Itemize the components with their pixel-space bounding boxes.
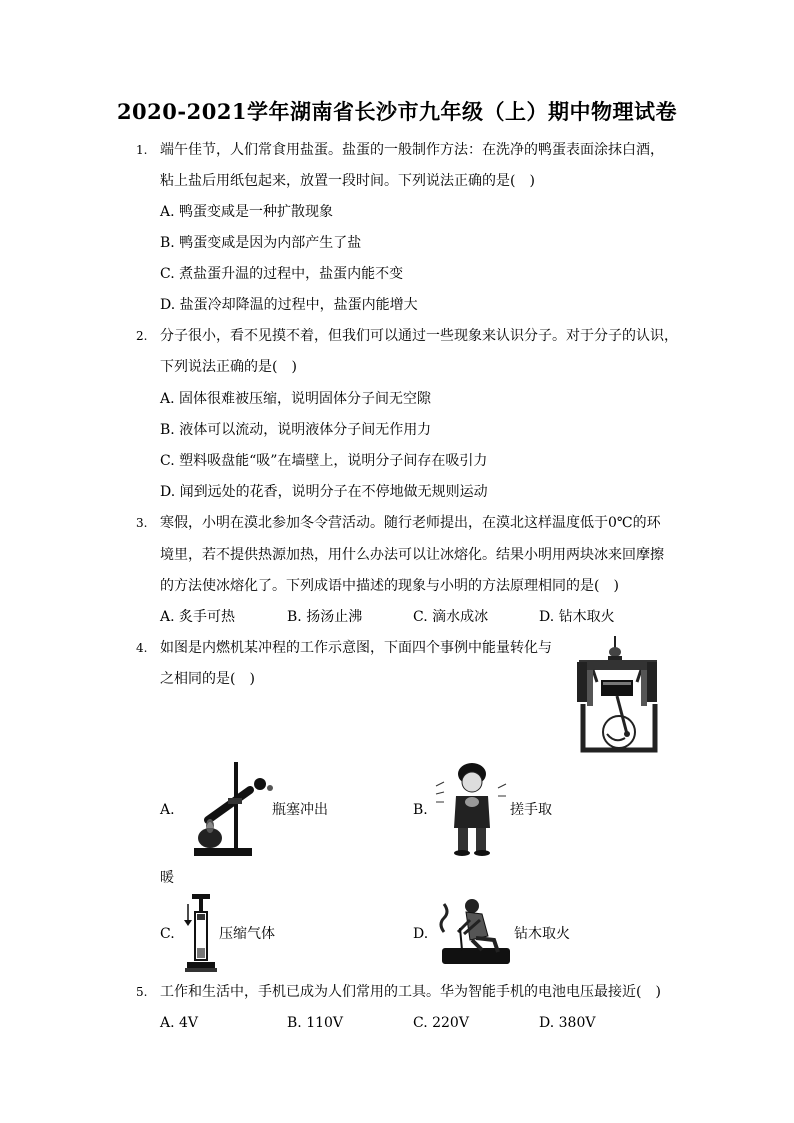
question-4-stem-line-2: 之相同的是( ) [160, 671, 255, 687]
figure-c-compress-air [184, 892, 218, 974]
question-2-option-c: C. 塑料吸盘能“吸”在墙壁上，说明分子间存在吸引力 [160, 453, 488, 469]
question-4-option-d-letter: D. [413, 926, 429, 942]
question-3-stem-line-3: 的方法使冰熔化了。下列成语中描述的现象与小明的方法原理相同的是( ) [160, 578, 619, 594]
question-1-stem-line-1: 端午佳节，人们常食用盐蛋。盐蛋的一般制作方法：在洗净的鸭蛋表面涂抹白酒， [160, 142, 664, 158]
question-1-stem-line-2: 粘上盐后用纸包起来，放置一段时间。下列说法正确的是( ) [160, 173, 535, 189]
question-3-option-a: A. 炙手可热 [160, 609, 236, 625]
question-4-option-b-text: 搓手取 [510, 802, 552, 818]
air-compression-cylinder-icon [184, 892, 218, 974]
question-1-option-b: B. 鸭蛋变咸是因为内部产生了盐 [160, 235, 362, 251]
internal-combustion-engine-icon [575, 634, 663, 756]
page-title: 2020-2021学年湖南省长沙市九年级（上）期中物理试卷 [116, 99, 678, 124]
question-3-option-b: B. 扬汤止沸 [287, 609, 363, 625]
figure-b-rubbing-hands [434, 762, 508, 856]
question-2-option-a: A. 固体很难被压缩，说明固体分子间无空隙 [160, 391, 432, 407]
question-5-stem-line-1: 工作和生活中，手机已成为人们常用的工具。华为智能手机的电池电压最接近( ) [160, 984, 661, 1000]
figure-a-bottle-cork [184, 758, 274, 858]
question-3-stem-line-2: 境里，若不提供热源加热，用什么办法可以让冰熔化。结果小明用两块冰来回摩擦 [160, 547, 664, 563]
question-2-number: 2. [136, 329, 148, 343]
question-2-stem-line-1: 分子很小，看不见摸不着，但我们可以通过一些现象来认识分子。对于分子的认识， [160, 328, 678, 344]
question-3-option-c: C. 滴水成冰 [413, 609, 489, 625]
question-3-stem-line-1: 寒假，小明在漠北参加冬令营活动。随行老师提出，在漠北这样温度低于0℃的环 [160, 515, 661, 531]
question-4-option-b-text-wrap: 暖 [160, 870, 174, 886]
question-5-option-c: C. 220V [413, 1015, 469, 1031]
question-5-option-a: A. 4V [160, 1015, 199, 1031]
question-4-number: 4. [136, 641, 148, 655]
question-2-stem-line-2: 下列说法正确的是( ) [160, 359, 297, 375]
question-4-option-a-letter: A. [160, 802, 175, 818]
rubbing-hands-person-icon [434, 762, 508, 856]
figure-d-drilling-wood [436, 892, 512, 968]
engine-diagram [575, 634, 663, 756]
question-4-stem-line-1: 如图是内燃机某冲程的工作示意图，下面四个事例中能量转化与 [160, 640, 552, 656]
question-1-number: 1. [136, 143, 148, 157]
question-4-option-c-letter: C. [160, 926, 175, 942]
question-1-option-d: D. 盐蛋冷却降温的过程中，盐蛋内能增大 [160, 297, 418, 313]
question-1-option-c: C. 煮盐蛋升温的过程中，盐蛋内能不变 [160, 266, 404, 282]
question-1-option-a: A. 鸭蛋变咸是一种扩散现象 [160, 204, 334, 220]
question-4-option-b-letter: B. [413, 802, 428, 818]
question-5-option-b: B. 110V [287, 1015, 344, 1031]
question-2-option-d: D. 闻到远处的花香，说明分子在不停地做无规则运动 [160, 484, 488, 500]
question-5-number: 5. [136, 985, 148, 999]
question-4-option-c-text: 压缩气体 [219, 926, 275, 942]
question-5-option-d: D. 380V [539, 1015, 596, 1031]
question-4-option-d-text: 钻木取火 [514, 926, 570, 942]
question-3-option-d: D. 钻木取火 [539, 609, 615, 625]
question-2-option-b: B. 液体可以流动，说明液体分子间无作用力 [160, 422, 432, 438]
drilling-wood-fire-icon [436, 892, 512, 968]
bottle-cork-heating-icon [184, 758, 274, 858]
question-4-option-a-text: 瓶塞冲出 [272, 802, 328, 818]
question-3-number: 3. [136, 516, 148, 530]
